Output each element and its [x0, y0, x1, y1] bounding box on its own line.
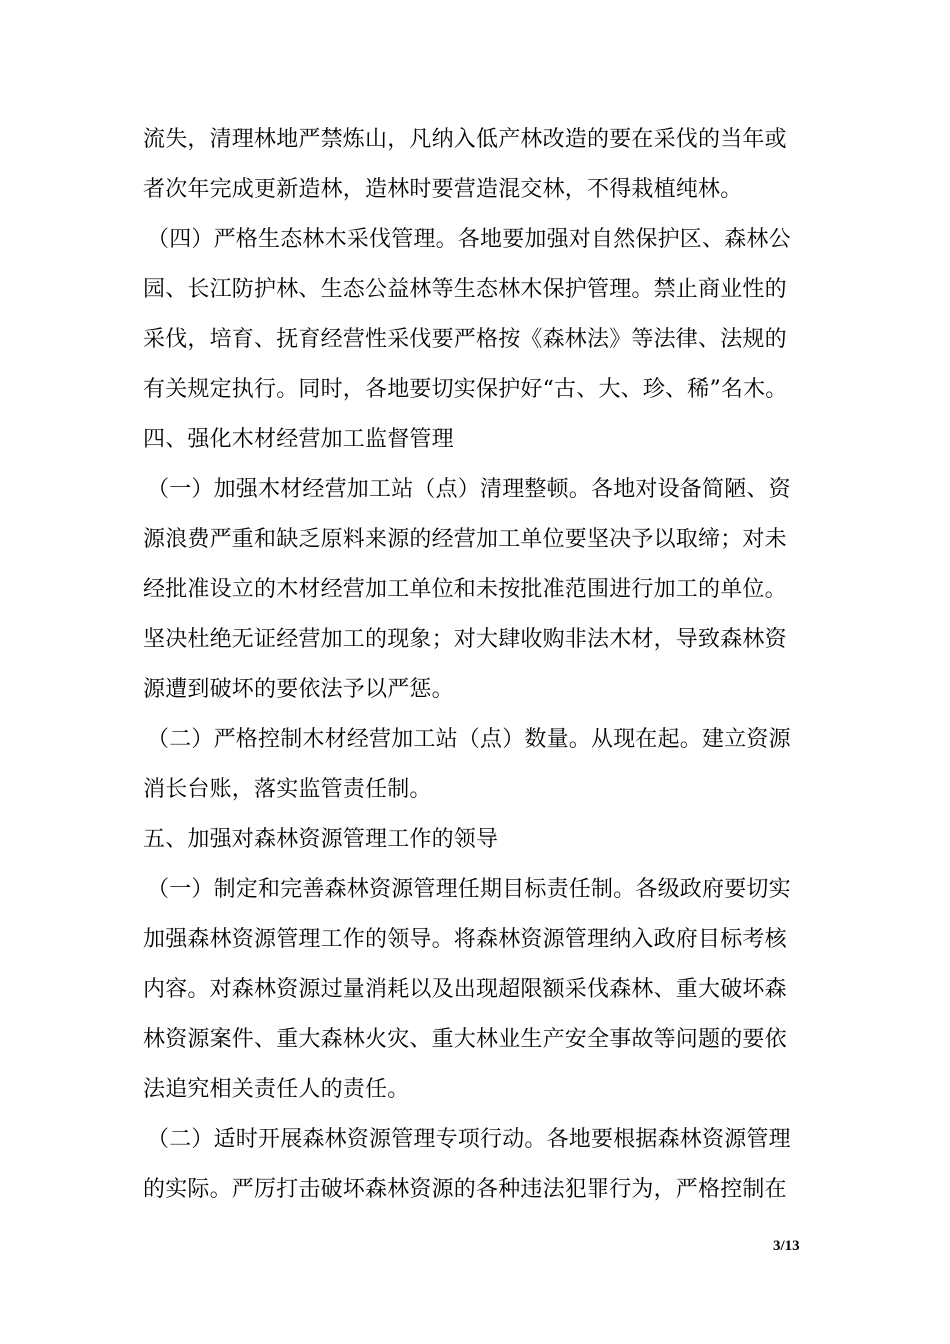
text-line: 流失，清理林地严禁炼山，凡纳入低产林改造的要在采伐的当年或 [143, 127, 787, 152]
text-line: 的实际。严厉打击破坏森林资源的各种违法犯罪行为，严格控制在 [143, 1177, 787, 1202]
text-line: 坚决杜绝无证经营加工的现象；对大肆收购非法木材，导致森林资 [143, 627, 787, 652]
page-number: 3/13 [773, 1238, 800, 1254]
text-line: （二）严格控制木材经营加工站（点）数量。从现在起。建立资源 [147, 727, 791, 752]
text-line: 林资源案件、重大森林火灾、重大林业生产安全事故等问题的要依 [143, 1027, 787, 1052]
text-line: （一）制定和完善森林资源管理任期目标责任制。各级政府要切实 [147, 877, 791, 902]
text-line: 消长台账，落实监管责任制。 [143, 777, 432, 802]
text-line: 采伐，培育、抚育经营性采伐要严格按《森林法》等法律、法规的 [143, 327, 787, 352]
text-line: 有关规定执行。同时，各地要切实保护好“古、大、珍、稀”名木。 [143, 377, 788, 402]
text-line: 园、长江防护林、生态公益林等生态林木保护管理。禁止商业性的 [143, 277, 787, 302]
section-heading: 四、强化木材经营加工监督管理 [143, 427, 454, 452]
text-line: 内容。对森林资源过量消耗以及出现超限额采伐森林、重大破坏森 [143, 977, 787, 1002]
text-line: （二）适时开展森林资源管理专项行动。各地要根据森林资源管理 [147, 1127, 791, 1152]
text-line: （一）加强木材经营加工站（点）清理整顿。各地对设备简陋、资 [147, 477, 791, 502]
text-line: 源浪费严重和缺乏原料来源的经营加工单位要坚决予以取缔；对未 [143, 527, 787, 552]
document-body [143, 122, 813, 1222]
text-line: 者次年完成更新造林，造林时要营造混交林，不得栽植纯林。 [143, 177, 743, 202]
text-line: 源遭到破坏的要依法予以严惩。 [143, 677, 454, 702]
text-line: （四）严格生态林木采伐管理。各地要加强对自然保护区、森林公 [147, 227, 791, 252]
section-heading: 五、加强对森林资源管理工作的领导 [143, 827, 499, 852]
text-line: 加强森林资源管理工作的领导。将森林资源管理纳入政府目标考核 [143, 927, 787, 952]
text-line: 经批准设立的木材经营加工单位和未按批准范围进行加工的单位。 [143, 577, 787, 602]
text-line: 法追究相关责任人的责任。 [143, 1077, 410, 1102]
